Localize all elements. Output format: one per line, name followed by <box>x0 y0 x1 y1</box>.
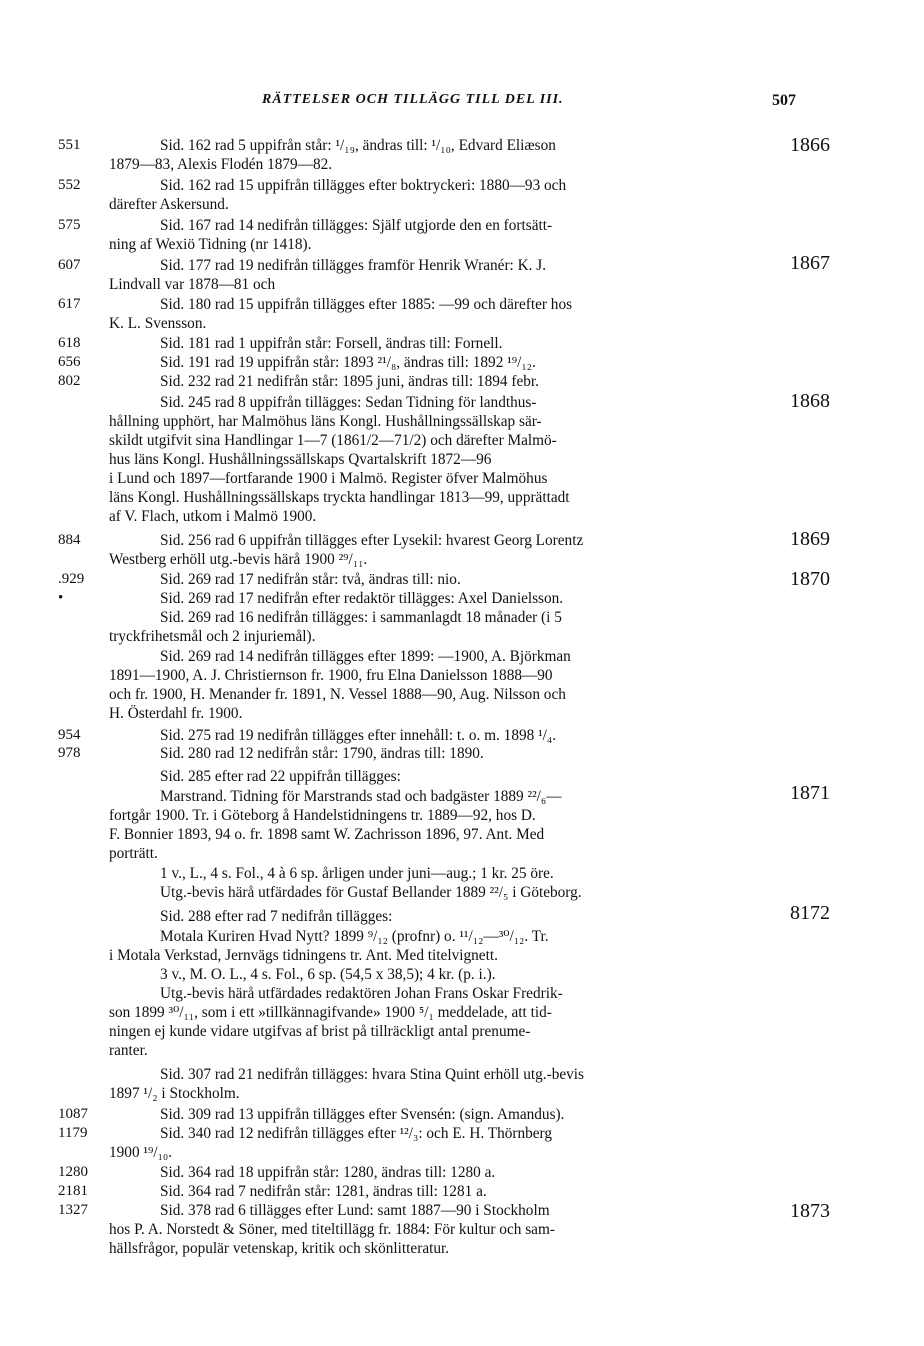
entry-number: 656 <box>58 354 81 370</box>
text-line: af V. Flach, utkom i Malmö 1900. <box>109 508 317 525</box>
text-line: i Motala Verkstad, Jernvägs tidningens tr. Ant. Med titelvignett. <box>109 947 498 964</box>
text-line: Westberg erhöll utg.-bevis härå 1900 ²⁹/₁₁. <box>109 551 368 568</box>
text-line: K. L. Svensson. <box>109 315 207 332</box>
text-line: Sid. 256 rad 6 uppifrån tillägges efter Lysekil: hvarest Georg Lorentz <box>160 532 584 549</box>
entry-number: 978 <box>58 745 81 761</box>
text-line: 3 v., M. O. L., 4 s. Fol., 6 sp. (54,5 x 38,5); 4 kr. (p. i.). <box>160 966 496 983</box>
text-line: 1 v., L., 4 s. Fol., 4 à 6 sp. årligen under juni—aug.; 1 kr. 25 öre. <box>160 865 554 882</box>
entry-number: 1179 <box>58 1125 88 1141</box>
margin-year: 1866 <box>790 134 830 156</box>
text-line: fortgår 1900. Tr. i Göteborg å Handelstidningens tr. 1889—92, hos D. <box>109 807 536 824</box>
entry-number: .929 <box>58 571 85 587</box>
text-line: son 1899 ³⁰/₁₁, som i ett »tillkännagifvande» 1900 ⁵/₁ meddelade, att tid- <box>109 1004 552 1021</box>
text-line: Sid. 280 rad 12 nedifrån står: 1790, ändras till: 1890. <box>160 745 484 762</box>
text-line: Sid. 167 rad 14 nedifrån tillägges: Själf utgjorde den en fortsätt- <box>160 217 553 234</box>
header-title: RÄTTELSER OCH TILLÄGG TILL DEL III. <box>262 92 564 107</box>
entry-number: 551 <box>58 137 81 153</box>
text-line: hällsfrågor, populär vetenskap, kritik och skönlitteratur. <box>109 1240 450 1257</box>
text-line: 1897 ¹/₂ i Stockholm. <box>109 1085 240 1102</box>
text-line: Sid. 364 rad 7 nedifrån står: 1281, ändras till: 1281 a. <box>160 1183 487 1200</box>
entry-number: 2181 <box>58 1183 88 1199</box>
entry-number: 954 <box>58 727 81 743</box>
entry-number: 618 <box>58 335 81 351</box>
margin-year: 1873 <box>790 1200 830 1222</box>
text-line: Sid. 269 rad 14 nedifrån tillägges efter 1899: —1900, A. Björkman <box>160 648 571 665</box>
text-line: ranter. <box>109 1042 148 1059</box>
text-line: H. Österdahl fr. 1900. <box>109 705 243 722</box>
text-line: F. Bonnier 1893, 94 o. fr. 1898 samt W. Zachrisson 1896, 97. Ant. Med <box>109 826 545 843</box>
page-number: 507 <box>772 92 796 109</box>
entry-number: 552 <box>58 177 81 193</box>
margin-year: 1868 <box>790 390 830 412</box>
text-line: hållning upphört, har Malmöhus läns Kongl. Hushållningssällskap sär- <box>109 413 542 430</box>
text-line: 1891—1900, A. J. Christiernson fr. 1900, fru Elna Danielsson 1888—90 <box>109 667 553 684</box>
text-line: och fr. 1900, H. Menander fr. 1891, N. Vessel 1888—90, Aug. Nilsson och <box>109 686 566 703</box>
text-line: Sid. 191 rad 19 uppifrån står: 1893 ²¹/₈, ändras till: 1892 ¹⁹/₁₂. <box>160 354 536 371</box>
margin-year: 1869 <box>790 528 830 550</box>
text-line: tryckfrihetsmål och 2 injuriemål). <box>109 628 316 645</box>
margin-year: 1871 <box>790 782 830 804</box>
text-line: i Lund och 1897—fortfarande 1900 i Malmö. Register öfver Malmöhus <box>109 470 548 487</box>
text-line: Sid. 180 rad 15 uppifrån tillägges efter 1885: —99 och därefter hos <box>160 296 573 313</box>
text-line: skildt utgifvit sina Handlingar 1—7 (1861/2—71/2) och därefter Malmö- <box>109 432 557 449</box>
text-line: Sid. 307 rad 21 nedifrån tillägges: hvara Stina Quint erhöll utg.-bevis <box>160 1066 584 1083</box>
text-line: Sid. 309 rad 13 uppifrån tillägges efter Svensén: (sign. Amandus). <box>160 1106 565 1123</box>
margin-year: 1870 <box>790 568 830 590</box>
text-line: Motala Kuriren Hvad Nytt? 1899 ⁹/₁₂ (profnr) o. ¹¹/₁₂—³⁰/₁₂. Tr. <box>160 928 549 945</box>
text-line: Sid. 162 rad 5 uppifrån står: ¹/₁₉, ändras till: ¹/₁₀, Edvard Eliæson <box>160 137 556 154</box>
entry-number: 1280 <box>58 1164 88 1180</box>
margin-year: 1867 <box>790 252 830 274</box>
text-line: 1900 ¹⁹/₁₀. <box>109 1144 173 1161</box>
text-line: Sid. 177 rad 19 nedifrån tillägges framför Henrik Wranér: K. J. <box>160 257 547 274</box>
text-line: Utg.-bevis härå utfärdades redaktören Johan Frans Oskar Fredrik- <box>160 985 563 1002</box>
text-line: Sid. 181 rad 1 uppifrån står: Forsell, ändras till: Fornell. <box>160 335 503 352</box>
text-line: Sid. 288 efter rad 7 nedifrån tillägges: <box>160 908 393 925</box>
entry-number: 1327 <box>58 1202 88 1218</box>
text-line: Sid. 269 rad 16 nedifrån tillägges: i sammanlagdt 18 månader (i 5 <box>160 609 562 626</box>
entry-number: 575 <box>58 217 81 233</box>
text-line: 1879—83, Alexis Flodén 1879—82. <box>109 156 333 173</box>
text-line: Sid. 275 rad 19 nedifrån tillägges efter innehåll: t. o. m. 1898 ¹/₄. <box>160 727 557 744</box>
text-line: hus läns Kongl. Hushållningssällskaps Qvartalskrift 1872—96 <box>109 451 492 468</box>
margin-year: 8172 <box>790 902 830 924</box>
text-line: läns Kongl. Hushållningssällskaps tryckta handlingar 1813—99, upprättadt <box>109 489 570 506</box>
text-line: Lindvall var 1878—81 och <box>109 276 276 293</box>
text-line: ning af Wexiö Tidning (nr 1418). <box>109 236 312 253</box>
text-line: Sid. 162 rad 15 uppifrån tillägges efter boktryckeri: 1880—93 och <box>160 177 567 194</box>
entry-number: 802 <box>58 373 81 389</box>
text-line: ningen ej kunde vidare utgifvas af brist på tillräckligt antal prenume- <box>109 1023 531 1040</box>
entry-number: • <box>58 590 64 606</box>
entry-number: 607 <box>58 257 81 273</box>
text-line: Sid. 245 rad 8 uppifrån tillägges: Sedan Tidning för landthus- <box>160 394 537 411</box>
text-line: Sid. 232 rad 21 nedifrån står: 1895 juni, ändras till: 1894 febr. <box>160 373 539 390</box>
text-line: Sid. 285 efter rad 22 uppifrån tillägges: <box>160 768 401 785</box>
text-line: Sid. 269 rad 17 nedifrån efter redaktör tillägges: Axel Danielsson. <box>160 590 564 607</box>
text-line: porträtt. <box>109 845 158 862</box>
text-line: Sid. 364 rad 18 uppifrån står: 1280, ändras till: 1280 a. <box>160 1164 496 1181</box>
text-line: därefter Askersund. <box>109 196 229 213</box>
text-line: Sid. 269 rad 17 nedifrån står: två, ändras till: nio. <box>160 571 461 588</box>
text-line: Utg.-bevis härå utfärdades för Gustaf Bellander 1889 ²²/₅ i Göteborg. <box>160 884 582 901</box>
entry-number: 1087 <box>58 1106 88 1122</box>
text-line: Marstrand. Tidning för Marstrands stad och badgäster 1889 ²²/₆— <box>160 788 562 805</box>
text-line: Sid. 340 rad 12 nedifrån tillägges efter ¹²/₃: och E. H. Thörnberg <box>160 1125 553 1142</box>
text-line: hos P. A. Norstedt & Söner, med titeltillägg fr. 1884: För kultur och sam- <box>109 1221 555 1238</box>
entry-number: 617 <box>58 296 81 312</box>
text-line: Sid. 378 rad 6 tillägges efter Lund: samt 1887—90 i Stockholm <box>160 1202 550 1219</box>
entry-number: 884 <box>58 532 81 548</box>
